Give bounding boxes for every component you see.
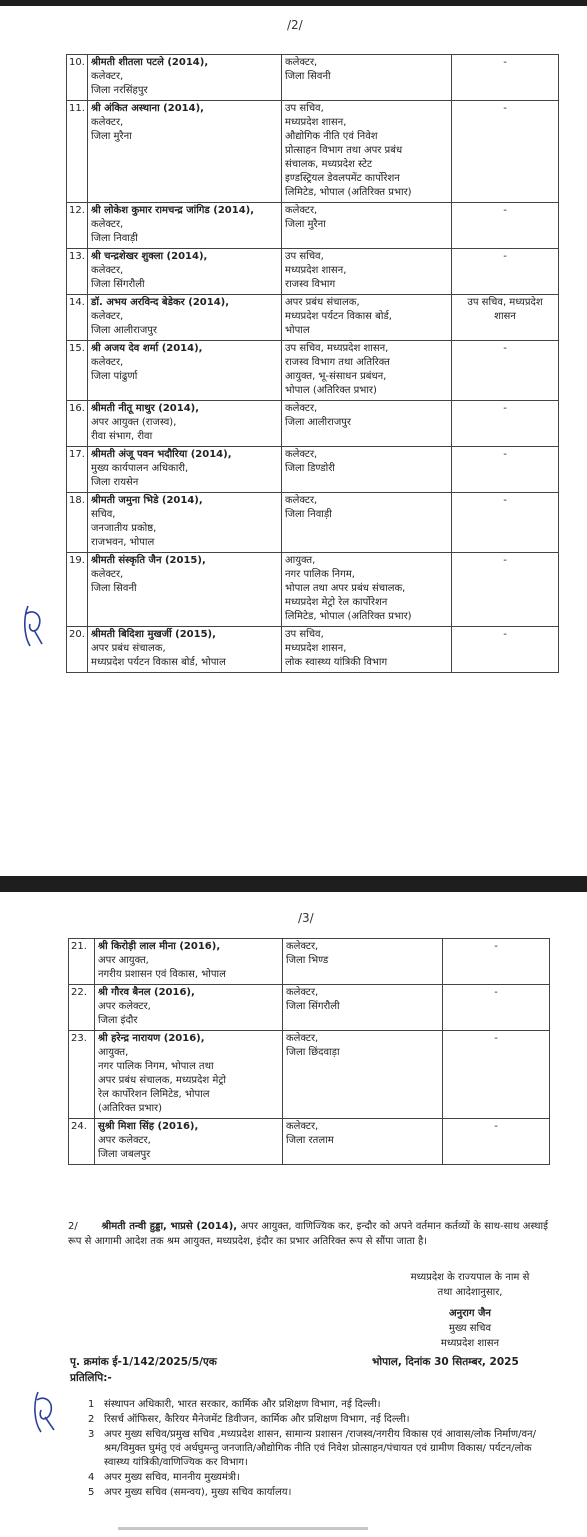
current-post-line: जिला जबलपुर [98,1149,151,1160]
table-row [69,985,550,1031]
officer-name: श्रीमती संस्कृति जैन (2015), [91,555,206,566]
current-post-line: अपर प्रबंध संचालक, [91,643,166,654]
current-post-line: राजभवन, भोपाल [91,537,155,548]
current-post-line: अपर आयुक्त, [98,955,149,966]
new-posting-line: भोपाल (अतिरिक्त प्रभार) [285,385,377,396]
officer-name: श्री हरेन्द्र नारायण (2016), [98,1033,205,1044]
current-post-line: कलेक्टर, [91,219,124,230]
new-posting-line: अपर प्रबंध संचालक, [285,297,360,308]
officer-cell [88,493,282,553]
copy-recipients-list [88,1398,548,1501]
table-row [67,553,559,627]
list-text: संस्थापन अधिकारी, भारत सरकार, कार्मिक और प्रशिक्षण विभाग, नई दिल्ली। [104,1399,381,1410]
new-posting-line: आयुक्त, [285,555,316,566]
authority-line-2: तथा आदेशानुसार, [437,1287,503,1298]
transfer-table-page-3 [68,938,550,1165]
new-posting-cell [282,55,452,101]
current-post-line: जिला पांढुर्णा [91,371,138,382]
officer-cell [88,55,282,101]
page-number-3: /3/ [298,911,314,925]
list-number: 1 [88,1399,95,1410]
current-post-line: रीवा संभाग, रीवा [91,431,153,442]
officer-cell [95,939,283,985]
current-post-line: अपर आयुक्त (राजस्व), [91,417,177,428]
signature-block [380,1270,560,1351]
officer-name: श्री चन्द्रशेखर शुक्ला (2014), [91,251,208,262]
table-row [69,939,550,985]
additional-charge-cell: - [452,341,559,401]
new-posting-line: कलेक्टर, [285,449,318,460]
new-posting-line: संचालक, मध्यप्रदेश स्टेट [285,159,373,170]
list-item [88,1413,548,1427]
current-post-line: कलेक्टर, [91,569,124,580]
current-post-line: रेल कार्पोरेशन लिमिटेड, भोपाल [98,1089,210,1100]
new-posting-line: जिला रतलाम [286,1135,334,1146]
new-posting-cell [283,1031,443,1119]
officer-cell [88,553,282,627]
serial-number: 18. [67,493,88,553]
new-posting-line: मध्यप्रदेश पर्यटन विकास बोर्ड, [285,311,392,322]
new-posting-line: औद्योगिक नीति एवं निवेश [285,131,378,142]
list-number: 3 [88,1429,95,1440]
serial-number: 11. [67,101,88,203]
copy-label: प्रतिलिपि:- [70,1372,112,1384]
new-posting-cell [282,401,452,447]
officer-name: श्री किरोड़ी लाल मीना (2016), [98,941,221,952]
new-posting-cell [282,101,452,203]
new-posting-line: कलेक्टर, [286,987,319,998]
serial-number: 21. [69,939,95,985]
officer-name: श्री अंकित अस्थाना (2014), [91,103,204,114]
page-separator [0,876,587,892]
signatory-name: अनुराग जैन [449,1308,491,1319]
list-number: 5 [88,1487,95,1498]
new-posting-line: उप सचिव, [285,251,324,262]
new-posting-cell [282,493,452,553]
new-posting-cell [282,249,452,295]
officer-name: श्रीमती नीतू माथुर (2014), [91,403,200,414]
current-post-line: मध्यप्रदेश पर्यटन विकास बोर्ड, भोपाल [91,657,226,668]
current-post-line: नगरीय प्रशासन एवं विकास, भोपाल [98,969,226,980]
serial-number: 15. [67,341,88,401]
current-post-line: जिला नरसिंहपुर [91,85,148,96]
officer-name: श्री अजय देव शर्मा (2014), [91,343,203,354]
list-text: अपर मुख्य सचिव/प्रमुख सचिव ,मध्यप्रदेश शासन, सामान्य प्रशासन /राजस्व/नगरीय विकास एवं आवास/लोक निर्माण/वन/श्रम/विमुक्त घुमंतु एवं अर्धघुमन्तु जनजाति/औद्योगिक नीति एवं निवेश प्रोत्साहन/पंचायत एवं ग्रामीण विकास/ पर्यटन/लोक स्वास्थ्य यांत्रिकी/वाणिज्यिक कर विभाग। [104,1429,536,1468]
paragraph-text: अपर आयुक्त, वाणिज्यिक कर, इन्दौर को अपने वर्तमान कर्तव्यों के साथ-साथ अस्थाई रूप से आगामी आदेश तक श्रम आयुक्त, मध्यप्रदेश, इंदौर का प्रभार अतिरिक्त रूप से सौंपा जाता है। [68,1221,548,1247]
current-post-line: जिला इंदौर [98,1015,138,1026]
table-row [67,341,559,401]
current-post-line: जिला सिवनी [91,583,137,594]
serial-number: 12. [67,203,88,249]
new-posting-cell [282,627,452,673]
officer-cell [95,1031,283,1119]
officer-cell [88,341,282,401]
new-posting-line: कलेक्टर, [285,403,318,414]
list-number: 2 [88,1414,95,1425]
new-posting-cell [283,1119,443,1165]
officer-cell [88,295,282,341]
table-row [67,203,559,249]
paragraph-2 [68,1219,548,1249]
top-scan-edge [0,0,587,6]
additional-charge-cell: - [452,249,559,295]
serial-number: 16. [67,401,88,447]
new-posting-line: जिला छिंदवाड़ा [286,1047,340,1058]
new-posting-line: राजस्व विभाग तथा अतिरिक्त [285,357,390,368]
new-posting-line: कलेक्टर, [286,1033,319,1044]
officer-cell [88,101,282,203]
officer-name: श्री गौरव बैनल (2016), [98,987,195,998]
signatory-title: मुख्य सचिव [448,1323,492,1334]
additional-charge-cell: - [443,985,550,1031]
table-row [67,627,559,673]
new-posting-line: कलेक्टर, [285,57,318,68]
officer-name: श्री लोकेश कुमार रामचन्द्र जांगिड (2014), [91,205,255,216]
additional-charge-cell: - [452,553,559,627]
officer-name: श्रीमती बिदिशा मुखर्जी (2015), [91,629,216,640]
officer-name: श्रीमती जमुना भिडे (2014), [91,495,203,506]
new-posting-line: भोपाल [285,325,310,336]
list-text: अपर मुख्य सचिव, माननीय मुख्यमंत्री। [104,1472,240,1483]
new-posting-cell [283,939,443,985]
table-row [67,493,559,553]
officer-cell [88,627,282,673]
additional-charge-cell: - [452,55,559,101]
current-post-line: आयुक्त, [98,1047,129,1058]
serial-number: 14. [67,295,88,341]
new-posting-line: लिमिटेड, भोपाल (अतिरिक्त प्रभार) [285,187,412,198]
place-date: भोपाल, दिनांक 30 सितम्बर, 2025 [372,1356,519,1368]
officer-cell [88,203,282,249]
new-posting-cell [282,447,452,493]
new-posting-line: उप सचिव, [285,629,324,640]
officer-cell [88,401,282,447]
new-posting-line: उप सचिव, मध्यप्रदेश शासन, [285,343,389,354]
authority-line-1: मध्यप्रदेश के राज्यपाल के नाम से [410,1272,530,1283]
table-row [67,55,559,101]
current-post-line: जिला सिंगरौली [91,279,145,290]
table-row [69,1119,550,1165]
reference-number: पृ. क्रमांक ई-1/142/2025/5/एक [70,1356,217,1368]
new-posting-line: आयुक्त, भू-संसाधन प्रबंधन, [285,371,387,382]
table-row [67,249,559,295]
current-post-line: जनजातीय प्रकोष्ठ, [91,523,157,534]
list-item [88,1471,548,1485]
additional-charge-cell: - [452,401,559,447]
officer-cell [88,249,282,295]
new-posting-cell [283,985,443,1031]
new-posting-line: भोपाल तथा अपर प्रबंध संचालक, [285,583,406,594]
page-number-2: /2/ [287,18,303,32]
new-posting-cell [282,553,452,627]
current-post-line: जिला मुरैना [91,131,132,142]
new-posting-line: लिमिटेड, भोपाल (अतिरिक्त प्रभार) [285,611,412,622]
new-posting-line: जिला डिण्डोरी [285,463,335,474]
current-post-line: अपर कलेक्टर, [98,1001,151,1012]
current-post-line: कलेक्टर, [91,357,124,368]
new-posting-line: इण्डस्ट्रियल डेवलपमेंट कार्पोरेशन [285,173,400,184]
current-post-line: कलेक्टर, [91,311,124,322]
table-row [67,101,559,203]
new-posting-line: कलेक्टर, [285,205,318,216]
additional-charge-cell: उप सचिव, मध्यप्रदेश शासन [452,295,559,341]
new-posting-line: मध्यप्रदेश शासन, [285,265,347,276]
list-text: अपर मुख्य सचिव (समन्वय), मुख्य सचिव कार्यालय। [104,1487,292,1498]
new-posting-line: उप सचिव, [285,103,324,114]
serial-number: 24. [69,1119,95,1165]
serial-number: 20. [67,627,88,673]
current-post-line: अपर कलेक्टर, [98,1135,151,1146]
new-posting-line: कलेक्टर, [285,495,318,506]
new-posting-line: राजस्व विभाग [285,279,336,290]
additional-charge-cell: - [452,203,559,249]
new-posting-line: कलेक्टर, [286,941,319,952]
current-post-line: नगर पालिक निगम, भोपाल तथा [98,1061,214,1072]
serial-number: 10. [67,55,88,101]
new-posting-line: नगर पालिक निगम, [285,569,355,580]
additional-charge-cell: - [452,627,559,673]
handwritten-initial-1 [20,600,50,654]
officer-name: श्रीमती तन्वी हुड्डा, भाप्रसे (2014), [101,1221,238,1232]
signatory-office: मध्यप्रदेश शासन [440,1338,500,1349]
officer-name: श्रीमती अंजू पवन भदौरिया (2014), [91,449,232,460]
current-post-line: सचिव, [91,509,116,520]
list-item [88,1398,548,1412]
current-post-line: अपर प्रबंध संचालक, मध्यप्रदेश मेट्रो [98,1075,226,1086]
new-posting-cell [282,295,452,341]
list-text: रिसर्च ऑफिसर, कैरियर मैनेजमेंट डिवीजन, कार्मिक और प्रशिक्षण विभाग, नई दिल्ली। [104,1414,410,1425]
new-posting-line: मध्यप्रदेश मेट्रो रेल कार्पोरेशन [285,597,388,608]
current-post-line: मुख्य कार्यपालन अधिकारी, [91,463,189,474]
table-row [67,401,559,447]
paragraph-number: 2/ [68,1221,78,1232]
current-post-line: कलेक्टर, [91,71,124,82]
additional-charge-cell: - [443,1031,550,1119]
cut-off-line [118,1527,368,1530]
list-number: 4 [88,1472,95,1483]
table-row [67,295,559,341]
new-posting-line: जिला सिंगरौली [286,1001,340,1012]
serial-number: 13. [67,249,88,295]
current-post-line: कलेक्टर, [91,265,124,276]
additional-charge-cell: - [452,101,559,203]
new-posting-line: जिला मुरैना [285,219,326,230]
new-posting-line: जिला भिण्ड [286,955,329,966]
handwritten-initial-2 [30,1388,62,1440]
current-post-line: जिला रायसेन [91,477,139,488]
additional-charge-cell: - [443,939,550,985]
table-row [69,1031,550,1119]
new-posting-cell [282,341,452,401]
new-posting-line: जिला आलीराजपुर [285,417,352,428]
new-posting-line: लोक स्वास्थ्य यांत्रिकी विभाग [285,657,388,668]
officer-name: डॉ. अभय अरविन्द बेडेकर (2014), [91,297,230,308]
new-posting-line: मध्यप्रदेश शासन, [285,643,347,654]
serial-number: 22. [69,985,95,1031]
current-post-line: (अतिरिक्त प्रभार) [98,1103,163,1114]
table-row [67,447,559,493]
additional-charge-cell: - [452,493,559,553]
additional-charge-cell: - [443,1119,550,1165]
serial-number: 17. [67,447,88,493]
new-posting-line: प्रोत्साहन विभाग तथा अपर प्रबंध [285,145,403,156]
new-posting-line: कलेक्टर, [286,1121,319,1132]
officer-name: श्रीमती शीतला पटले (2014), [91,57,209,68]
additional-charge-cell: - [452,447,559,493]
current-post-line: जिला आलीराजपुर [91,325,158,336]
list-item [88,1428,548,1470]
officer-cell [88,447,282,493]
list-item [88,1486,548,1500]
officer-cell [95,985,283,1031]
new-posting-line: जिला निवाड़ी [285,509,332,520]
serial-number: 23. [69,1031,95,1119]
officer-name: सुश्री मिशा सिंह (2016), [98,1121,199,1132]
current-post-line: जिला निवाड़ी [91,233,138,244]
transfer-table-page-2 [66,54,559,673]
new-posting-line: जिला सिवनी [285,71,331,82]
officer-cell [95,1119,283,1165]
current-post-line: कलेक्टर, [91,117,124,128]
serial-number: 19. [67,553,88,627]
new-posting-cell [282,203,452,249]
new-posting-line: मध्यप्रदेश शासन, [285,117,347,128]
